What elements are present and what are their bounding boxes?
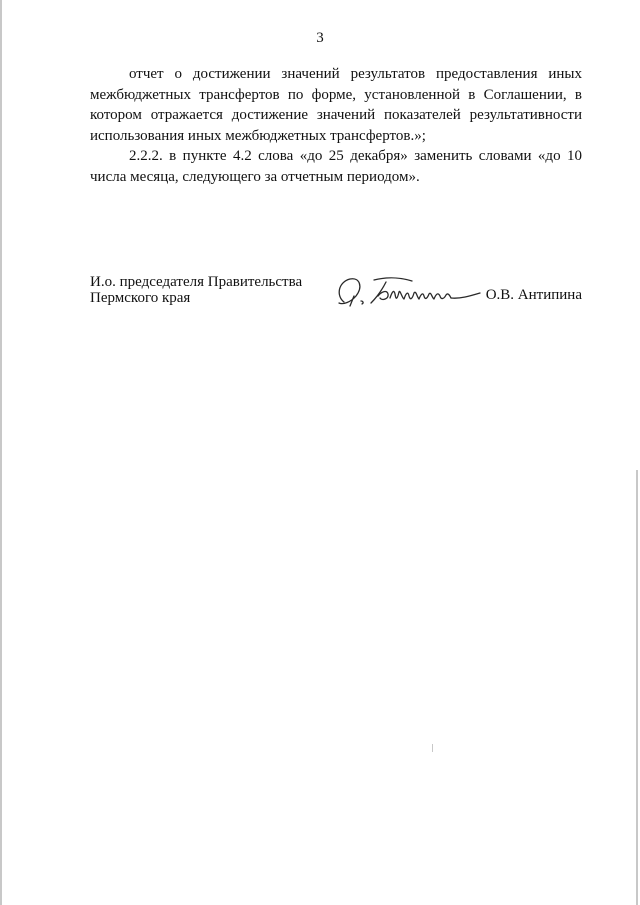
signer-name: О.В. Антипина	[485, 287, 582, 303]
paragraph-amendment-4-2: 2.2.2. в пункте 4.2 слова «до 25 декабря» заменить словами «до 10 числа месяца, следующего за отчетным периодом».	[90, 148, 582, 185]
page-number: 3	[316, 30, 324, 46]
scan-speck	[432, 744, 433, 752]
signer-title-line-2: Пермского края	[90, 290, 191, 306]
paragraph-report-form: отчет о достижении значений результатов предоставления иных межбюджетных трансфертов по форме, установленной в Соглашении, в котором отражается достижение значений показателей результативности использования иных межбюджетных трансфертов.»;	[90, 66, 582, 144]
handwritten-signature	[330, 272, 486, 310]
scan-edge-mark	[636, 470, 638, 905]
signature-block	[90, 274, 582, 314]
signer-title-line-1: И.о. председателя Правительства	[90, 274, 303, 290]
scan-edge-mark	[0, 0, 2, 905]
document-body	[90, 64, 582, 187]
signer-title	[90, 274, 320, 306]
